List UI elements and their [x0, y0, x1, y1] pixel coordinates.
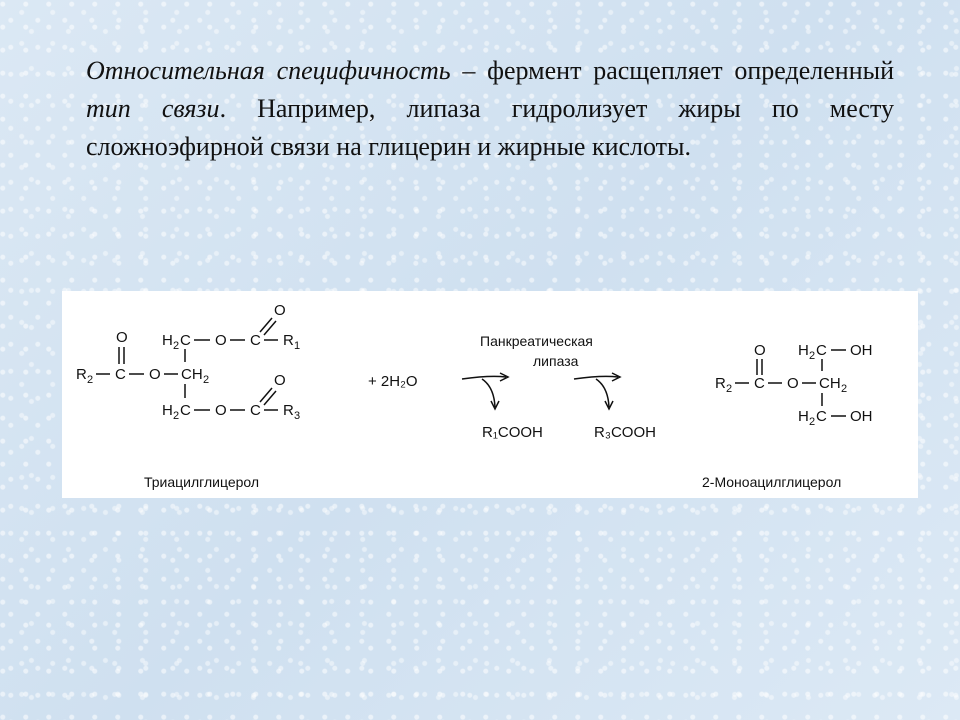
- triacylglycerol-structure: [76, 302, 300, 422]
- svg-text:CH: CH: [181, 366, 203, 383]
- byproduct-r1cooh: R₁COOH: [482, 424, 543, 441]
- svg-text:O: O: [754, 342, 766, 359]
- definition-text: – фермент расщепляет определенный: [450, 56, 894, 85]
- branch-arrow-2: [596, 379, 609, 407]
- reaction-arrows: [462, 373, 620, 409]
- monoacylglycerol-label: 2-Моноацилглицерол: [702, 474, 842, 490]
- definition-paragraph: [86, 52, 894, 166]
- svg-text:C: C: [250, 332, 261, 349]
- monoacylglycerol-structure: [715, 342, 873, 428]
- svg-text:H: H: [798, 408, 809, 425]
- term-bond-type: тип связи: [86, 94, 220, 123]
- svg-text:2: 2: [726, 383, 733, 395]
- svg-text:O: O: [116, 329, 128, 346]
- svg-text:O: O: [215, 402, 227, 419]
- svg-text:R: R: [76, 366, 87, 383]
- svg-text:2: 2: [173, 410, 180, 422]
- svg-text:2: 2: [809, 350, 816, 362]
- reaction-arrow-2: [574, 376, 618, 379]
- svg-text:2: 2: [203, 374, 210, 386]
- example-text: . Например, липаза гидролизует жиры по месту сложноэфирной связи на глицерин и жирные кислоты.: [86, 94, 894, 161]
- byproduct-r3cooh: R₃COOH: [594, 424, 656, 441]
- svg-text:C: C: [250, 402, 261, 419]
- svg-text:C: C: [816, 408, 827, 425]
- svg-text:O: O: [149, 366, 161, 383]
- svg-text:C: C: [754, 375, 765, 392]
- svg-text:C: C: [180, 402, 191, 419]
- svg-text:2: 2: [87, 374, 94, 386]
- water-reagent: + 2H₂O: [368, 373, 418, 390]
- svg-text:O: O: [274, 302, 286, 319]
- svg-text:R: R: [283, 332, 294, 349]
- svg-text:OH: OH: [850, 408, 873, 425]
- svg-text:1: 1: [294, 340, 301, 352]
- lipase-reaction-figure: [62, 291, 918, 498]
- svg-text:C: C: [115, 366, 126, 383]
- svg-text:R: R: [283, 402, 294, 419]
- reaction-arrow-1: [462, 376, 506, 379]
- svg-text:H: H: [798, 342, 809, 359]
- enzyme-label-line1: Панкреатическая: [480, 333, 593, 349]
- svg-text:C: C: [816, 342, 827, 359]
- svg-text:O: O: [274, 372, 286, 389]
- svg-text:H: H: [162, 332, 173, 349]
- svg-text:H: H: [162, 402, 173, 419]
- svg-text:2: 2: [809, 416, 816, 428]
- branch-arrow-1: [482, 379, 495, 407]
- enzyme-label-line2: липаза: [533, 353, 579, 369]
- svg-text:3: 3: [294, 410, 301, 422]
- term-relative-specificity: Относительная специфичность: [86, 56, 451, 85]
- svg-text:OH: OH: [850, 342, 873, 359]
- svg-text:C: C: [180, 332, 191, 349]
- svg-text:CH: CH: [819, 375, 841, 392]
- svg-text:2: 2: [841, 383, 848, 395]
- svg-text:O: O: [215, 332, 227, 349]
- reaction-scheme: [62, 291, 918, 498]
- triacylglycerol-label: Триацилглицерол: [144, 474, 260, 490]
- svg-text:R: R: [715, 375, 726, 392]
- svg-text:2: 2: [173, 340, 180, 352]
- svg-text:O: O: [787, 375, 799, 392]
